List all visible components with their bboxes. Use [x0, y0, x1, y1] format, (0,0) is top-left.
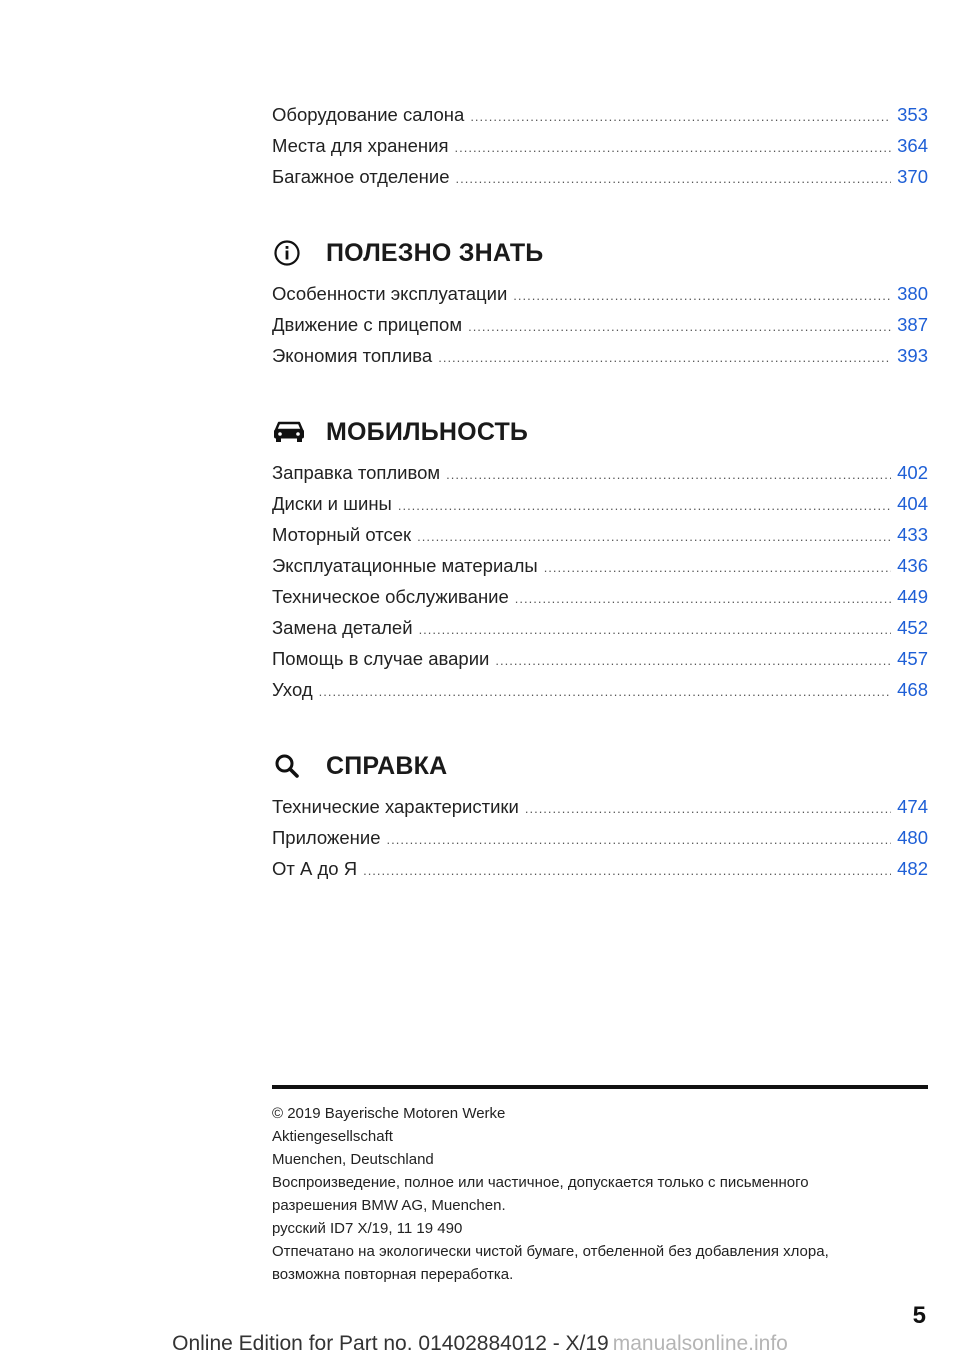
toc-leader-dots [513, 288, 891, 303]
section-heading [272, 410, 928, 454]
imprint-line: русский ID7 X/19, 11 19 490 [272, 1220, 463, 1237]
toc-group-reference [272, 744, 928, 889]
imprint-line: Воспроизведение, полное или частичное, допускается только с письменного [272, 1174, 809, 1191]
toc-entry[interactable] [272, 166, 928, 197]
toc-entry-label: Помощь в случае аварии [272, 648, 490, 669]
toc-leader-dots [525, 801, 891, 816]
toc-entry-page-link[interactable]: 449 [897, 586, 928, 607]
toc-leader-dots [515, 591, 891, 606]
toc-leader-dots [417, 529, 891, 544]
info-icon [272, 238, 312, 268]
online-edition-footer [0, 1332, 960, 1356]
car-icon [272, 417, 312, 447]
toc-entry-page-link[interactable]: 436 [897, 555, 928, 576]
toc-entry-page-link[interactable]: 402 [897, 462, 928, 483]
toc-group-interior [272, 104, 928, 197]
watermark-text: manualsonline.info [612, 1332, 788, 1355]
toc-entry-label: Техническое обслуживание [272, 586, 509, 607]
toc-group-useful [272, 231, 928, 376]
toc-entry-page-link[interactable]: 370 [897, 166, 928, 187]
toc-entry[interactable] [272, 462, 928, 493]
toc-entry-page-link[interactable]: 387 [897, 314, 928, 335]
toc-entry-label: Диски и шины [272, 493, 392, 514]
toc-entry[interactable] [272, 104, 928, 135]
toc-entry-page-link[interactable]: 457 [897, 648, 928, 669]
toc-leader-dots [446, 467, 891, 482]
imprint-divider [272, 1085, 928, 1089]
toc-leader-dots [438, 350, 891, 365]
toc-entry-label: От А до Я [272, 858, 358, 879]
toc-entry-label: Замена деталей [272, 617, 413, 638]
toc-leader-dots [319, 684, 891, 699]
toc-leader-dots [470, 109, 891, 124]
imprint-line: Muenchen, Deutschland [272, 1151, 434, 1168]
toc-entry-label: Движение с прицепом [272, 314, 463, 335]
table-of-contents [272, 104, 928, 923]
toc-entry-label: Приложение [272, 827, 381, 848]
toc-group-mobility [272, 410, 928, 710]
toc-entry[interactable] [272, 858, 928, 889]
toc-entry-page-link[interactable]: 474 [897, 796, 928, 817]
toc-entry-page-link[interactable]: 452 [897, 617, 928, 638]
toc-leader-dots [495, 653, 891, 668]
toc-entry[interactable] [272, 796, 928, 827]
toc-leader-dots [456, 171, 892, 186]
toc-leader-dots [455, 140, 892, 155]
toc-entry[interactable] [272, 345, 928, 376]
toc-entry-page-link[interactable]: 353 [897, 104, 928, 125]
toc-entry[interactable] [272, 617, 928, 648]
section-title: ПОЛЕЗНО ЗНАТЬ [326, 238, 544, 267]
toc-entry-page-link[interactable]: 468 [897, 679, 928, 700]
toc-entry-label: Багажное отделение [272, 166, 450, 187]
toc-leader-dots [387, 832, 892, 847]
toc-leader-dots [363, 863, 891, 878]
toc-entry-page-link[interactable]: 393 [897, 345, 928, 366]
toc-entry-page-link[interactable]: 480 [897, 827, 928, 848]
toc-entry[interactable] [272, 555, 928, 586]
toc-entry[interactable] [272, 493, 928, 524]
toc-entry-label: Оборудование салона [272, 104, 465, 125]
page-number: 5 [912, 1302, 926, 1329]
toc-entry-label: Уход [272, 679, 313, 700]
toc-entry-label: Заправка топливом [272, 462, 441, 483]
toc-entry-label: Экономия топлива [272, 345, 433, 366]
toc-entry-label: Моторный отсек [272, 524, 412, 545]
toc-entry-page-link[interactable]: 404 [897, 493, 928, 514]
imprint-line: Отпечатано на экологически чистой бумаге, отбеленной без добавления хлора, [272, 1243, 829, 1260]
toc-entry[interactable] [272, 524, 928, 555]
toc-entry[interactable] [272, 586, 928, 617]
imprint-line: Aktiengesellschaft [272, 1128, 393, 1145]
section-title: МОБИЛЬНОСТЬ [326, 417, 529, 446]
toc-entry-label: Особенности эксплуатации [272, 283, 508, 304]
toc-entry[interactable] [272, 679, 928, 710]
section-title: СПРАВКА [326, 751, 448, 780]
toc-entry[interactable] [272, 135, 928, 166]
search-icon [272, 751, 312, 781]
toc-entry-page-link[interactable]: 380 [897, 283, 928, 304]
toc-entry-page-link[interactable]: 364 [897, 135, 928, 156]
section-heading [272, 231, 928, 275]
toc-entry[interactable] [272, 827, 928, 858]
toc-entry-label: Эксплуатационные материалы [272, 555, 538, 576]
toc-entry-label: Технические характеристики [272, 796, 519, 817]
section-heading [272, 744, 928, 788]
toc-entry[interactable] [272, 314, 928, 345]
imprint-line: разрешения BMW AG, Muenchen. [272, 1197, 506, 1214]
toc-entry-label: Места для хранения [272, 135, 449, 156]
toc-leader-dots [419, 622, 892, 637]
toc-leader-dots [398, 498, 891, 513]
toc-entry-page-link[interactable]: 482 [897, 858, 928, 879]
imprint-line: возможна повторная переработка. [272, 1266, 514, 1283]
toc-entry[interactable] [272, 648, 928, 679]
toc-leader-dots [468, 319, 891, 334]
toc-leader-dots [544, 560, 891, 575]
toc-entry-page-link[interactable]: 433 [897, 524, 928, 545]
toc-entry[interactable] [272, 283, 928, 314]
imprint-block [272, 1102, 928, 1286]
edition-text: Online Edition for Part no. 01402884012 - X/19 [172, 1332, 609, 1355]
imprint-line: © 2019 Bayerische Motoren Werke [272, 1105, 506, 1122]
